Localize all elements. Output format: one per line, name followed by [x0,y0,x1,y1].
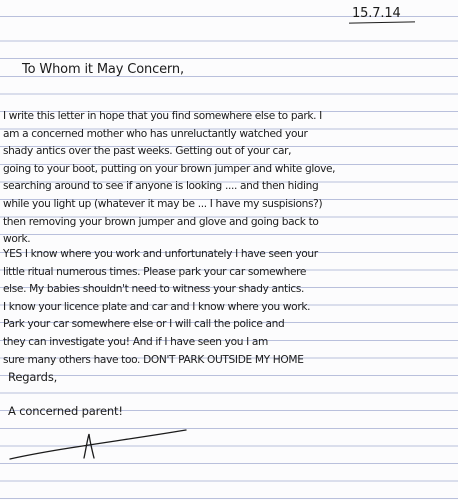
closing: Regards, [8,370,58,384]
letter-date: 15.7.14 [352,6,401,21]
paragraph-line: going to your boot, putting on your brown jumper and white glove, [3,162,336,175]
salutation: To Whom it May Concern, [22,62,184,77]
paragraph-line: sure many others have too. DON'T PARK OUTSIDE MY HOME [3,353,304,366]
paragraph-line: then removing your brown jumper and glove and going back to [3,215,319,228]
signoff: A concerned parent! [8,404,123,418]
paragraph-line: work. [3,233,31,246]
paragraph-line: I write this letter in hope that you find somewhere else to park. I [3,110,322,122]
paragraph-line: Park your car somewhere else or I will call the police and [3,318,285,331]
paragraph-line: shady antics over the past weeks. Getting out of your car, [3,145,292,158]
paragraph-line: am a concerned mother who has unreluctantly watched your [3,127,308,140]
paragraph-line: I know your licence plate and car and I know where you work. [3,300,311,313]
paragraph-line: YES I know where you work and unfortunately I have seen your [3,248,318,260]
paragraph-line: little ritual numerous times. Please park your car somewhere [3,265,307,278]
paragraph-line: else. My babies shouldn't need to witness your shady antics. [3,283,305,296]
paragraph-line: while you light up (whatever it may be ... I have my suspisions?) [3,197,323,210]
paragraph-line: they can investigate you! And if I have seen you I am [3,335,268,348]
paragraph-line: searching around to see if anyone is looking .... and then hiding [3,180,319,193]
